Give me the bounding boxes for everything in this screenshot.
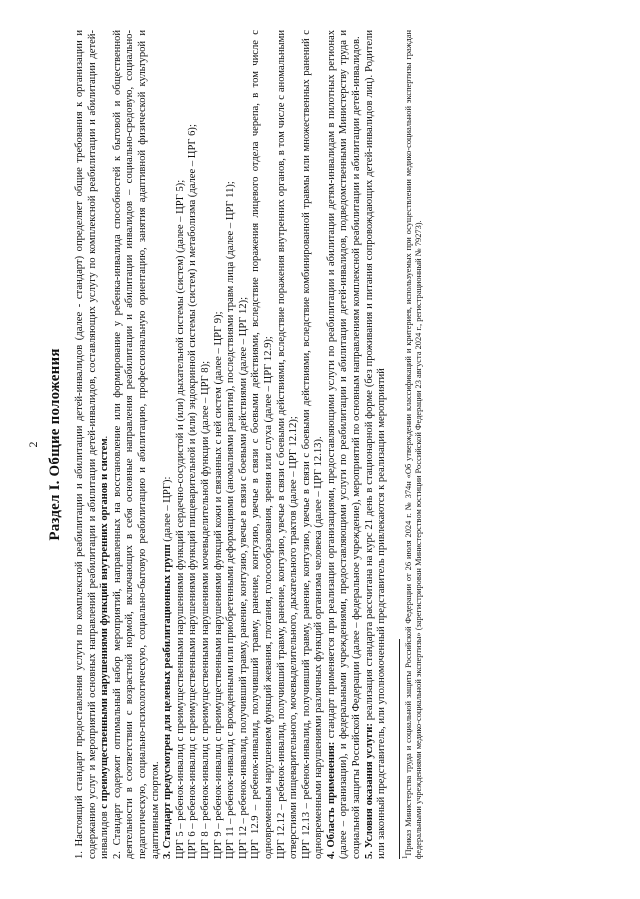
paragraph-4-heading: 4. Область применения: bbox=[325, 741, 337, 859]
document-body bbox=[74, 30, 389, 859]
paragraph-1-emphasis: с преимущественными нарушениями функций внутренних органов и систем bbox=[99, 438, 111, 809]
crg-12-item: ЦРГ 12 – ребенок-инвалид, получивший травму, ранение, контузию, увечье в связи с боевыми действиями (далее – ЦРГ 12); bbox=[237, 296, 249, 859]
crg-12-9-item: ЦРГ 12.9 – ребенок-инвалид, получивший травму, ранение, контузию, увечье в связи с боевыми действиями, вследствие поражения лицевого отдела черепа, в том числе с одновременным нарушением функций жевания, глотания, голосообразования, зрения или слуха (далее – ЦРГ 12.9); bbox=[250, 30, 274, 859]
paragraph-5: 5. Условия оказания услуги: реализация стандарта рассчитана на курс 21 день в стационарной форме (без проживания и питания сопровождающих детей-инвалидов лиц). Родители или законный представитель, или уполномоченный представитель привлекаются к реализации мероприятий bbox=[363, 30, 388, 859]
crg-9-item: ЦРГ 9 – ребенок-инвалид с преимущественными нарушениями функций кожи и связанных с ней систем (далее – ЦРГ 9); bbox=[212, 311, 224, 859]
page-number: 2 bbox=[26, 441, 40, 448]
paragraph-3-heading: 3. Стандарт предусмотрен для целевых реабилитационных групп bbox=[162, 544, 174, 859]
paragraph-5-heading: 5. Условия оказания услуги: bbox=[363, 723, 375, 859]
footnote-mark: 1 bbox=[401, 855, 410, 859]
crg-12-13-item: ЦРГ 12.13 – ребенок-инвалид, получивший травму, ранение, контузию, увечье в связи с боевыми действиями, вследствие комбинированной травмы или множественных ранений с одновременными нарушениями различных функций организма человека (далее – ЦРГ 12.13). bbox=[300, 30, 325, 859]
paragraph-2: 2. Стандарт содержит оптимальный набор мероприятий, направленных на восстановление или формирование у ребенка-инвалида способностей к бытовой и общественной деятельности в соответствии с возрастной нормой, включающих в себя основные направления реабилитации и абилитации инвалидов – социально-средовую, социально-педагогическую, социально-психологическую, социально-бытовую реабилитацию и абилитацию, профессиональную ориентацию, занятия адаптивной физической культурой и адаптивным спортом. bbox=[111, 30, 161, 859]
paragraph-1: 1. Настоящий стандарт предоставления услуги по комплексной реабилитации и абилитации детей-инвалидов (далее - стандарт) определяет общие требования к организации и содержанию услуг и мероприятий основных направлений реабилитации и абилитации детей-инвалидов, составляющих услугу по комплексной реабилитации и абилитации детей-инвалидов с преимущественными нарушениями функций внутренних органов и систем. bbox=[74, 30, 111, 859]
footnote bbox=[401, 30, 424, 859]
crg-5-item: ЦРГ 5 – ребенок-инвалид с преимущественными нарушениями функций сердечно-сосудистой и (или) дыхательной системы (систем) (далее – ЦРГ 5); bbox=[174, 179, 186, 859]
crg-11-item: ЦРГ 11 – ребенок-инвалид с врожденными или приобретенными деформациями (аномалиями развития), последствиями травм лица (далее – ЦРГ 11); bbox=[225, 181, 237, 859]
paragraph-3: 3. Стандарт предусмотрен для целевых реабилитационных групп (далее – ЦРГ): bbox=[162, 476, 174, 859]
crg-8-item: ЦРГ 8 – ребенок-инвалид с преимущественными нарушениями мочевыделительной функции (далее – ЦРГ 8); bbox=[199, 360, 211, 859]
crg-6-item: ЦРГ 6 – ребенок-инвалид с преимущественными нарушениями функций пищеварительной и (или) эндокринной системы (систем) и метаболизма (далее – ЦРГ 6); bbox=[187, 124, 199, 859]
crg-12-12-item: ЦРГ 12.12 – ребенок-инвалид, получивший травму, ранение, контузию, увечье в связи с боевыми действиями, вследствие поражения внутренних органов, в том числе с аномальными отверстиями пищеварительного, мочевыделительного, дыхательного трактов (далее – ЦРГ 12.12); bbox=[275, 30, 300, 859]
footnote-divider bbox=[399, 639, 400, 859]
section-title: Раздел I. Общие положения bbox=[47, 348, 63, 541]
footnote-text: Приказ Министерства труда и социальной защиты Российской Федерации от 26 июля 2024 г. № 374н «Об утверждении классификаций и критериев, используемых при осуществлении медико-социальной экспертизы граждан федеральными учреждениями медико-социальной экспертизы» (зарегистрирован Министерством юстиции Российской Федерации 23 августа 2024 г., регистрационный № 79273). bbox=[403, 30, 423, 859]
paragraph-4: 4. Область применения: стандарт применяется при реализации организациями, предоставляющими услуги по реабилитации и абилитации детям-инвалидам в пилотных регионах (далее – организации), и федеральными учреждениями, предоставляющими услуги по реабилитации и абилитации детей-инвалидов, подведомственными Министерству труда и социальной защиты Российской Федерации (далее – федеральное учреждение), мероприятий по основным направлениям комплексной реабилитации и абилитации детей-инвалидов. bbox=[325, 30, 363, 859]
